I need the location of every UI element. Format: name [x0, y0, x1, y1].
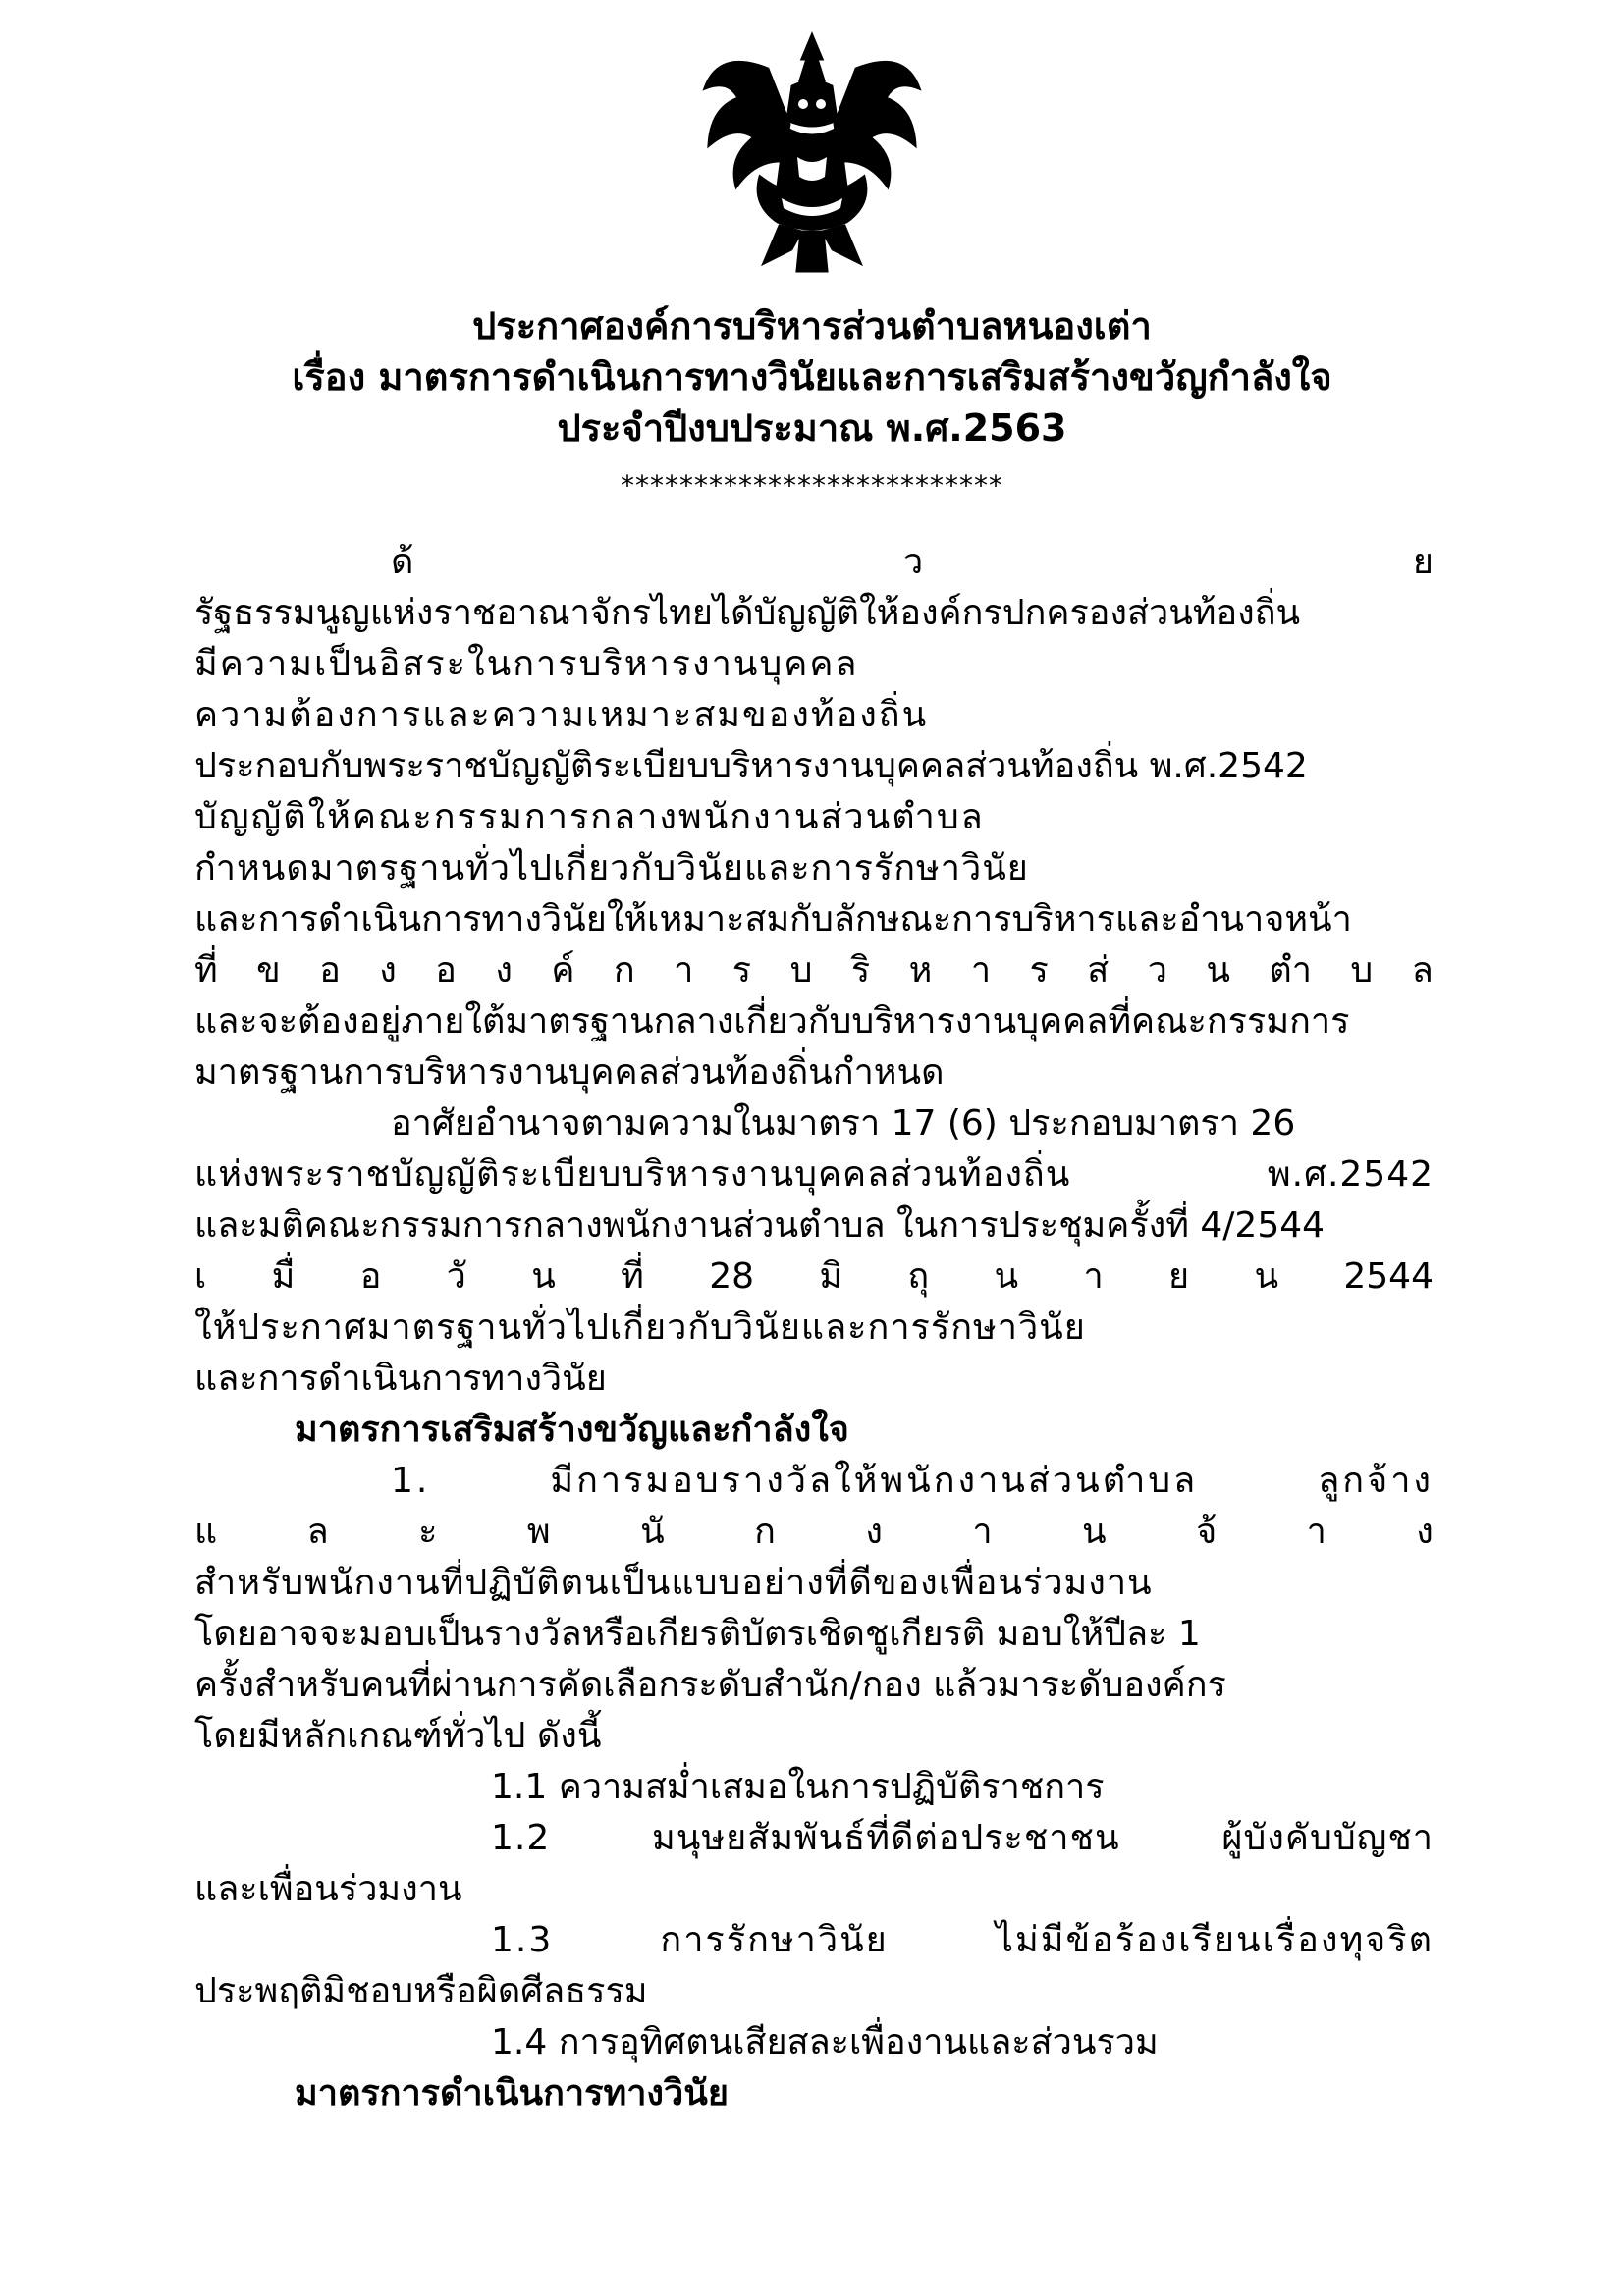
criterion-4: 1.4 การอุทิศตนเสียสละเพื่องานและส่วนรวม [491, 2022, 1159, 2062]
spread-line [194, 1508, 1434, 1557]
text-fragment: า [970, 950, 992, 990]
paragraph-line: มาตรฐานการบริหารงานบุคคลส่วนท้องถิ่นกำหนด [194, 1052, 945, 1093]
measure-item-line: สำหรับพนักงานที่ปฏิบัติตนเป็นแบบอย่างที่ดีของเพื่อนร่วมงาน [194, 1563, 1153, 1603]
measure-item-line: โดยมีหลักเกณฑ์ทั่วไป ดังนี้ [194, 1716, 602, 1756]
text-fragment: บ [1350, 950, 1374, 990]
fiscal-year: ประจำปีงบประมาณ พ.ศ.2563 [557, 406, 1067, 450]
text-fragment: อ [319, 950, 341, 990]
authority-line: ให้ประกาศมาตรฐานทั่วไปเกี่ยวกับวินัยและการรักษาวินัย [194, 1308, 1086, 1348]
garuda-emblem-icon [699, 29, 925, 275]
text-fragment: ร [1029, 950, 1049, 990]
text-fragment: ห [908, 950, 933, 990]
authority-line: และมติคณะกรรมการกลางพนักงานส่วนตำบล ในการประชุมครั้งที่ 4/2544 [194, 1205, 1326, 1246]
text-fragment: น [531, 1256, 556, 1297]
text-fragment: อ [435, 950, 457, 990]
text-fragment: แ [194, 1512, 218, 1552]
text-fragment: ง [1416, 1512, 1434, 1552]
measure-item-line: ครั้งสำหรับคนที่ผ่านการคัดเลือกระดับสำนัก/กอง แล้วมาระดับองค์กร [194, 1665, 1226, 1705]
text-fragment: ล [306, 1512, 329, 1552]
announcement-subject: เรื่อง มาตรการดำเนินการทางวินัยและการเสริมสร้างขวัญกำลังใจ [292, 355, 1332, 399]
text-fragment: า [1083, 1256, 1104, 1297]
text-fragment: ย [1412, 542, 1434, 582]
measure-item-line: โดยอาจจะมอบเป็นรางวัลหรือเกียรติบัตรเชิดชูเกียรติ มอบให้ปีละ 1 [194, 1614, 1201, 1654]
separator-line: ************************** [621, 469, 1003, 502]
text-fragment: ง [865, 1512, 883, 1552]
text-fragment: ค์ [551, 950, 575, 990]
text-fragment: วั [446, 1256, 466, 1297]
text-fragment: บ [789, 950, 813, 990]
text-fragment: ร [731, 950, 752, 990]
text-fragment: ว [903, 542, 924, 582]
text-fragment: มื่ [271, 1256, 296, 1297]
text-fragment: ถุ [907, 1256, 930, 1297]
text-fragment: น [1206, 950, 1230, 990]
text-fragment: น [1254, 1256, 1279, 1297]
criterion-3-cont: ประพฤติมิชอบหรือผิดศีลธรรม [194, 1971, 648, 2011]
paragraph-line: ประกอบกับพระราชบัญญัติระเบียบบริหารงานบุคคลส่วนท้องถิ่น พ.ศ.2542 [194, 746, 1308, 786]
text-fragment: อ [359, 1256, 382, 1297]
paragraph-line: รัฐธรรมนูญแห่งราชอาณาจักรไทยได้บัญญัติให้องค์กรปกครองส่วนท้องถิ่น [194, 593, 1301, 633]
criterion-1: 1.1 ความสม่ำเสมอในการปฏิบัติราชการ [491, 1767, 1105, 1807]
announcement-title: ประกาศองค์การบริหารส่วนตำบลหนองเต่า [472, 304, 1152, 347]
authority-line: แห่งพระราชบัญญัติระเบียบบริหารงานบุคคลส่วนท้องถิ่น พ.ศ.2542 [194, 1154, 1434, 1195]
text-fragment: ง [495, 950, 513, 990]
criterion-2: 1.2 มนุษยสัมพันธ์ที่ดีต่อประชาชน ผู้บังคับบัญชา [491, 1818, 1434, 1858]
text-fragment: ที่ [621, 1256, 644, 1297]
text-fragment: ที่ [194, 950, 218, 990]
text-fragment: ก [754, 1512, 776, 1552]
paragraph-line: บัญญัติให้คณะกรรมการกลางพนักงานส่วนตำบล [194, 797, 985, 837]
text-fragment: น [994, 1256, 1019, 1297]
meeting-date-line [194, 1253, 1434, 1302]
text-fragment: า [1306, 1512, 1326, 1552]
paragraph-line: ความต้องการและความเหมาะสมของท้องถิ่น [194, 695, 929, 735]
text-fragment: จ้ [1196, 1512, 1218, 1552]
text-fragment: ข [256, 950, 281, 990]
paragraph-line: และจะต้องอยู่ภายใต้มาตรฐานกลางเกี่ยวกับบริหารงานบุคคลที่คณะกรรมการ [194, 1001, 1350, 1041]
text-fragment: ย [1168, 1256, 1190, 1297]
text-fragment: เ [194, 1256, 207, 1297]
section-heading-discipline: มาตรการดำเนินการทางวินัย [295, 2073, 729, 2113]
measure-item-line: 1. มีการมอบรางวัลให้พนักงานส่วนตำบล ลูกจ้าง [391, 1461, 1434, 1501]
text-fragment: น [1082, 1512, 1107, 1552]
criterion-3: 1.3 การรักษาวินัย ไม่มีข้อร้องเรียนเรื่องทุจริต [491, 1920, 1434, 1960]
text-fragment: 28 [709, 1256, 755, 1297]
text-fragment: ตำ [1269, 950, 1312, 990]
authority-line: อาศัยอำนาจตามความในมาตรา 17 (6) ประกอบมาตรา 26 [391, 1103, 1296, 1144]
text-fragment: พ [526, 1512, 551, 1552]
paragraph-line: กำหนดมาตรฐานทั่วไปเกี่ยวกับวินัยและการรักษาวินัย [194, 848, 1029, 888]
text-fragment: ะ [418, 1512, 438, 1552]
criterion-2-cont: และเพื่อนร่วมงาน [194, 1869, 462, 1909]
text-fragment: ริ [850, 950, 871, 990]
text-fragment: ล [1411, 950, 1434, 990]
paragraph-line: มีความเป็นอิสระในการบริหารงานบุคคล [194, 644, 859, 684]
text-fragment: า [972, 1512, 993, 1552]
spread-line [194, 946, 1434, 995]
text-fragment: ส่ [1087, 950, 1110, 990]
text-fragment: 2544 [1343, 1256, 1434, 1297]
text-fragment: ด้ [391, 542, 414, 582]
text-fragment: นั [640, 1512, 665, 1552]
text-fragment: ก [613, 950, 635, 990]
authority-line: และการดำเนินการทางวินัย [194, 1359, 607, 1399]
section-heading-morale: มาตรการเสริมสร้างขวัญและกำลังใจ [295, 1410, 849, 1450]
paragraph-line: และการดำเนินการทางวินัยให้เหมาะสมกับลักษณะการบริหารและอำนาจหน้า [194, 899, 1352, 939]
intro-spread-line [391, 538, 1434, 587]
text-fragment: า [674, 950, 694, 990]
text-fragment: ว [1147, 950, 1167, 990]
text-fragment: ง [379, 950, 397, 990]
text-fragment: มิ [819, 1256, 843, 1297]
